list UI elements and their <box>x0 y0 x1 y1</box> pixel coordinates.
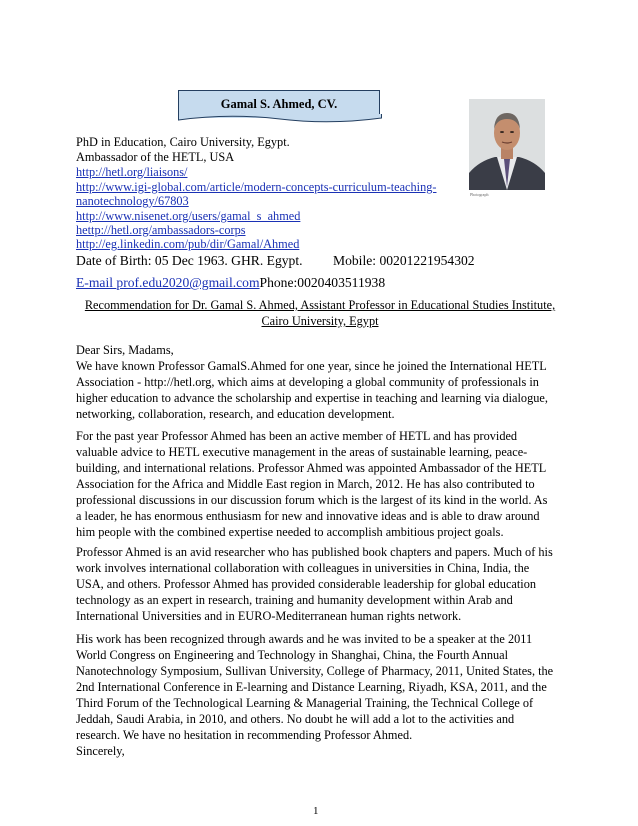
paragraph-line: him people with the combined expertise needed to accomplish ambitious project goals. <box>76 525 504 539</box>
paragraph-line: USA, and others. Professor Ahmed has provided considerable leadership for global education <box>76 577 536 591</box>
link-igi-global[interactable]: http://www.igi-global.com/article/modern-concepts-curriculum-teaching- <box>76 180 437 194</box>
paragraph-line: Jeddah, Saudi Arabia, in 2010, and others. No doubt he will add a lot to the activities and <box>76 712 515 726</box>
paragraph-line: International Universities and in EURO-Mediterranean human rights network. <box>76 609 462 623</box>
paragraph-line: technology as an expert in research, training and humanity development within Arab and <box>76 593 513 607</box>
cv-title: Gamal S. Ahmed, CV. <box>220 97 338 111</box>
paragraph-line: We have known Professor GamalS.Ahmed for one year, since he joined the International HETL <box>76 359 547 373</box>
paragraph-line: 2nd International Conference in E-learning and Distance Learning, Riyadh, KSA, 2011, and the <box>76 680 547 694</box>
salutation: Dear Sirs, Madams, <box>76 343 174 357</box>
link-linkedin[interactable]: http://eg.linkedin.com/pub/dir/Gamal/Ahmed <box>76 237 300 251</box>
recommendation-heading-line: Cairo University, Egypt <box>261 314 379 328</box>
credential-phd: PhD in Education, Cairo University, Egypt. <box>76 135 290 149</box>
paragraph-line: Nanotechnology Symposium, Sullivan University, College of Pharmacy, 2011, United States, the <box>76 664 554 678</box>
paragraph-line: Professor Ahmed is an avid researcher who has published book chapters and papers. Much of his <box>76 545 553 559</box>
page-number: 1 <box>313 805 319 817</box>
paragraph-line: Association for the Africa and Middle East region in March, 2012. He has also contributed to <box>76 477 535 491</box>
recommendation-heading <box>76 297 564 329</box>
paragraph-line: work involves international collaboration with colleagues in universities in China, India, the <box>76 561 530 575</box>
phone-number: Phone:0020403511938 <box>259 275 386 290</box>
date-of-birth: Date of Birth: 05 Dec 1963. GHR. Egypt. <box>76 253 303 268</box>
paragraph-line: World Congress on Engineering and Technology in Shanghai, China, the Fourth Annual <box>76 648 509 662</box>
link-hetl-liaisons[interactable]: http://hetl.org/liaisons/ <box>76 165 188 179</box>
paragraph-1 <box>76 358 566 422</box>
email-link[interactable]: prof.edu2020@gmail.com <box>116 275 260 290</box>
link-igi-global-cont[interactable]: nanotechnology/67803 <box>76 194 189 208</box>
paragraph-line: valuable advice to HETL executive management in the areas of sustainable learning, peace- <box>76 445 528 459</box>
cv-title-banner <box>178 90 380 118</box>
paragraph-line: Third Forum of the Technological Learning & Managerial Training, the Technical College of <box>76 696 534 710</box>
paragraph-line: research. We have no hesitation in recommending Professor Ahmed. <box>76 728 413 742</box>
paragraph-line: His work has been recognized through awards and he was invited to be a speaker at the 2011 <box>76 632 533 646</box>
email-label[interactable]: E-mail <box>76 275 117 290</box>
recommendation-heading-line: Recommendation for Dr. Gamal S. Ahmed, Assistant Professor in Educational Studies Institute, <box>84 298 556 312</box>
paragraph-line: professional discussions in our discussion forum which is the largest of its kind in the world. As <box>76 493 548 507</box>
link-hetl-ambassadors[interactable]: hettp://hetl.org/ambassadors-corps <box>76 223 246 237</box>
paragraph-4 <box>76 631 566 759</box>
mobile-number: Mobile: 00201221954302 <box>333 253 475 268</box>
banner-wave-shape <box>178 114 382 124</box>
paragraph-2 <box>76 428 566 540</box>
credential-ambassador: Ambassador of the HETL, USA <box>76 150 235 164</box>
paragraph-3 <box>76 544 566 624</box>
paragraph-line: For the past year Professor Ahmed has been an active member of HETL and has provided <box>76 429 518 443</box>
paragraph-line: networking, collaboration, research, and education development. <box>76 407 395 421</box>
paragraph-line: a leader, he has enormous enthusiasm for new and innovative ideas and is able to draw around <box>76 509 540 523</box>
profile-photo <box>469 99 545 190</box>
paragraph-line: building, and international relations. Professor Ahmed was appointed Ambassador of the HETL <box>76 461 547 475</box>
contact-email-phone <box>76 275 385 291</box>
photo-caption: Photograph <box>470 192 489 197</box>
link-nisenet[interactable]: http://www.nisenet.org/users/gamal_s_ahmed <box>76 209 301 223</box>
paragraph-line: Association - http://hetl.org, which aims at developing a global community of professionals in <box>76 375 539 389</box>
paragraph-line: Sincerely, <box>76 744 125 758</box>
paragraph-line: higher education to advance the scholarship and expertise in teaching and learning via dialogue, <box>76 391 548 405</box>
